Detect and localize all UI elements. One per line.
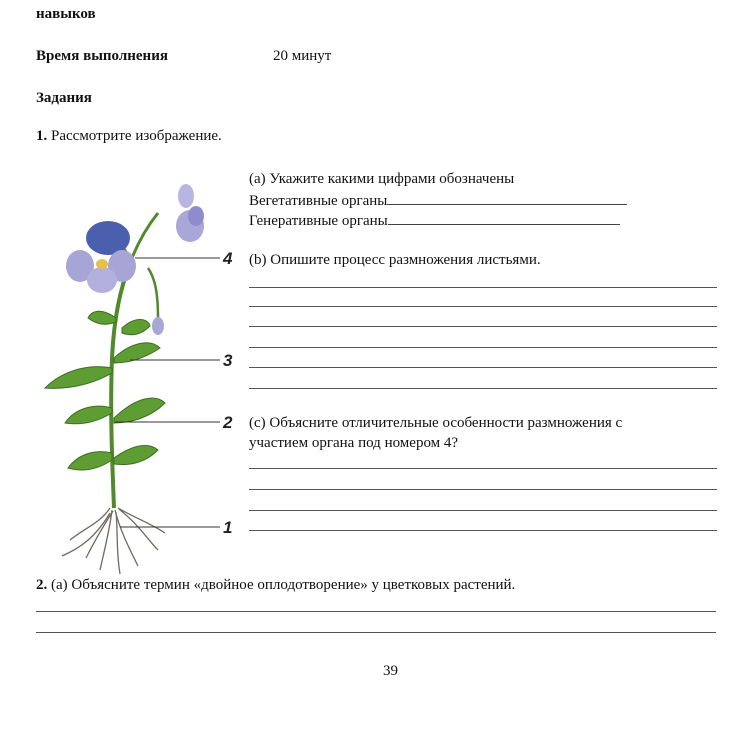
task1-c-answer-line[interactable] [249,530,717,531]
task1-heading [36,127,222,145]
task2-answer-line[interactable] [36,611,716,612]
task2-answer-line[interactable] [36,632,716,633]
tasks-heading: Задания [36,90,92,106]
page-number: 39 [383,663,398,679]
task1-a-veg-label: Вегетативные органы [249,193,388,209]
label-4: 4 [223,249,233,268]
label-2: 2 [223,413,233,432]
task1-c-answer-line[interactable] [249,489,717,490]
task1-a-gen-row [249,210,620,230]
label-3: 3 [223,351,233,370]
main-stem [111,258,132,508]
bud [152,317,164,335]
task1-b-answer-line[interactable] [249,367,717,368]
task1-b-answer-line[interactable] [249,388,717,389]
cut-text-line: навыков [36,6,96,22]
task1-a-veg-answer[interactable] [387,190,627,205]
task1-c-prompt-line2: участием органа под номером 4? [249,435,459,451]
task1-a-gen-answer[interactable] [388,210,620,225]
task1-b-answer-line[interactable] [249,287,717,288]
time-value: 20 минут [273,48,332,64]
task1-b-answer-line[interactable] [249,326,717,327]
task2-prompt: (a) Объясните термин «двойное оплодотворение» у цветковых растений. [51,577,516,593]
time-label: Время выполнения [36,48,168,64]
leaves [45,311,165,470]
flower-small [176,184,204,242]
task1-number: 1. [36,128,48,144]
plant-figure [40,178,250,576]
task1-a-gen-label: Генеративные органы [249,213,388,229]
task1-b-answer-line[interactable] [249,347,717,348]
task1-c-prompt-line1: (c) Объясните отличительные особенности размножения с [249,415,623,431]
task1-b-answer-line[interactable] [249,306,717,307]
task2-heading [36,576,515,594]
task1-c-answer-line[interactable] [249,510,717,511]
label-1: 1 [223,518,233,537]
task1-a-prompt: (a) Укажите какими цифрами обозначены [249,171,515,187]
task2-number: 2. [36,577,48,593]
task1-prompt: Рассмотрите изображение. [51,128,222,144]
roots [62,508,165,574]
task1-b-prompt: (b) Опишите процесс размножения листьями. [249,252,541,268]
task1-a-veg-row [249,190,627,210]
task1-c-answer-line[interactable] [249,468,717,469]
